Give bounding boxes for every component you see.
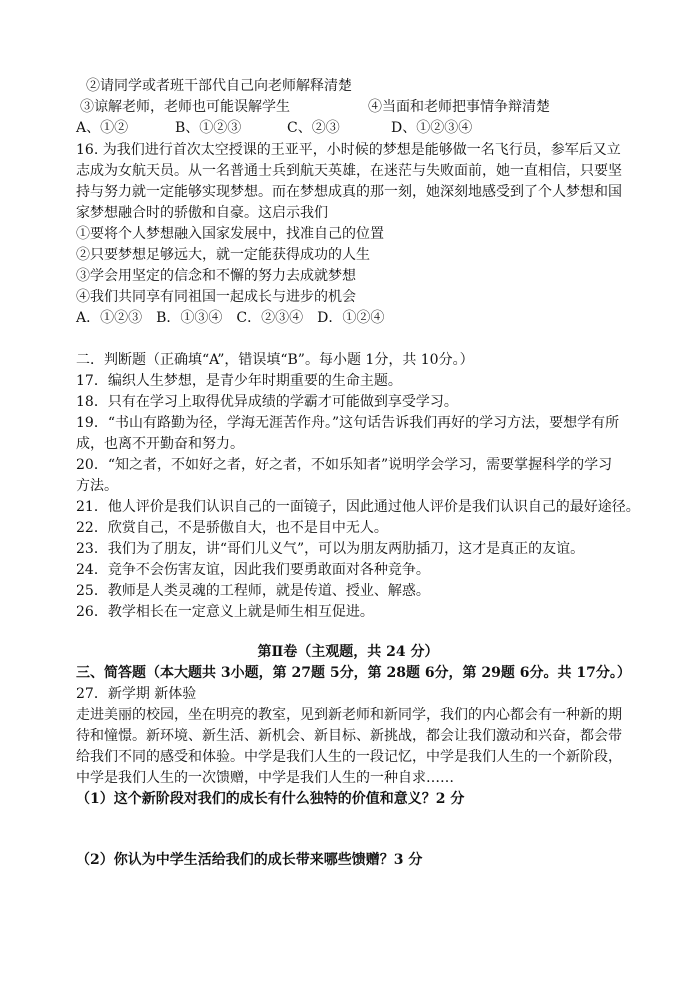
tf-question-line: 方法。 <box>76 478 118 494</box>
tf-question-line: 成，也离不开勤奋和努力。 <box>76 436 244 452</box>
tf-question-line: 22．欣赏自己，不是骄傲自大，也不是目中无人。 <box>76 520 388 536</box>
q27-passage-line: 给我们不同的感受和体验。中学是我们人生的一段记忆，中学是我们人生的一个新阶段， <box>76 749 622 765</box>
tf-question-line: 25．教师是人类灵魂的工程师，就是传道、授业、解惑。 <box>76 583 430 599</box>
tf-question-line: 26．教学相长在一定意义上就是师生相互促进。 <box>76 604 374 620</box>
q15-option-2: ②请同学或者班干部代自己向老师解释清楚 <box>86 78 352 94</box>
q15-option-3: ③谅解老师，老师也可能误解学生 <box>80 99 290 115</box>
part2-title: 第Ⅱ卷（主观题，共 24 分） <box>257 644 439 660</box>
tf-question-line: 17．编织人生梦想，是青少年时期重要的生命主题。 <box>76 373 402 389</box>
q16-stem-line: 16. 为我们进行首次太空授课的王亚平，小时候的梦想是能够做一名飞行员，参军后又立 <box>76 142 621 158</box>
q15-option-4: ④当面和老师把事情争辩清楚 <box>368 99 550 115</box>
q27-title: 27．新学期 新体验 <box>76 686 197 702</box>
q15-choice-d: D、①②③④ <box>391 120 473 136</box>
q16-choices: A．①②③ B．①③④ C．②③④ D．①②④ <box>76 310 385 326</box>
tf-question-line: 20．“知之者，不如好之者，好之者，不如乐知者”说明学会学习，需要掌握科学的学习 <box>76 457 613 473</box>
q15-choice-b: B、①②③ <box>175 120 242 136</box>
q27-passage-line: 待和憧憬。新环境、新生活、新机会、新目标、新挑战，都会让我们激动和兴奋，都会带 <box>76 728 622 744</box>
q27-sub-question-1: （1）这个新阶段对我们的成长有什么独特的价值和意义？2 分 <box>76 791 465 807</box>
q15-choice-a: A、①② <box>76 120 129 136</box>
q27-passage-line: 走进美丽的校园，坐在明亮的教室，见到新老师和新同学，我们的内心都会有一种新的期 <box>76 707 622 723</box>
q16-option: ④我们共同享有同祖国一起成长与进步的机会 <box>76 289 356 305</box>
q16-option: ③学会用坚定的信念和不懈的努力去成就梦想 <box>76 268 356 284</box>
q27-passage-line: 中学是我们人生的一次馈赠，中学是我们人生的一种自求…… <box>76 770 454 786</box>
tf-question-line: 23．我们为了朋友，讲“哥们儿义气”，可以为朋友两肋插刀，这才是真正的友谊。 <box>76 541 585 557</box>
q16-stem-line: 家梦想融合时的骄傲和自豪。这启示我们 <box>76 205 328 221</box>
tf-question-line: 18．只有在学习上取得优异成绩的学霸才可能做到享受学习。 <box>76 394 458 410</box>
tf-question-line: 24．竞争不会伤害友谊，因此我们要勇敢面对各种竞争。 <box>76 562 430 578</box>
q16-option: ②只要梦想足够远大，就一定能获得成功的人生 <box>76 247 370 263</box>
q27-sub-question-2: （2）你认为中学生活给我们的成长带来哪些馈赠？3 分 <box>76 852 423 868</box>
tf-question-line: 19．“书山有路勤为径，学海无涯苦作舟。”这句话告诉我们再好的学习方法，要想学有所 <box>76 415 620 431</box>
section2-heading: 二．判断题（正确填“A”，错误填“B”。每小题 1分，共 10分。） <box>76 352 474 368</box>
q16-stem-line: 持与努力就一定能够实现梦想。而在梦想成真的那一刻，她深刻地感受到了个人梦想和国 <box>76 184 622 200</box>
q16-option: ①要将个人梦想融入国家发展中，找准自己的位置 <box>76 226 384 242</box>
section3-heading: 三、简答题（本大题共 3小题，第 27题 5分，第 28题 6分，第 29题 6分。共 17分。） <box>76 665 631 681</box>
q15-choice-c: C、②③ <box>287 120 340 136</box>
q16-stem-line: 志成为女航天员。从一名普通士兵到航天英雄，在迷茫与失败面前，她一直相信，只要坚 <box>76 163 622 179</box>
tf-question-line: 21．他人评价是我们认识自己的一面镜子，因此通过他人评价是我们认识自己的最好途径。 <box>76 499 640 515</box>
